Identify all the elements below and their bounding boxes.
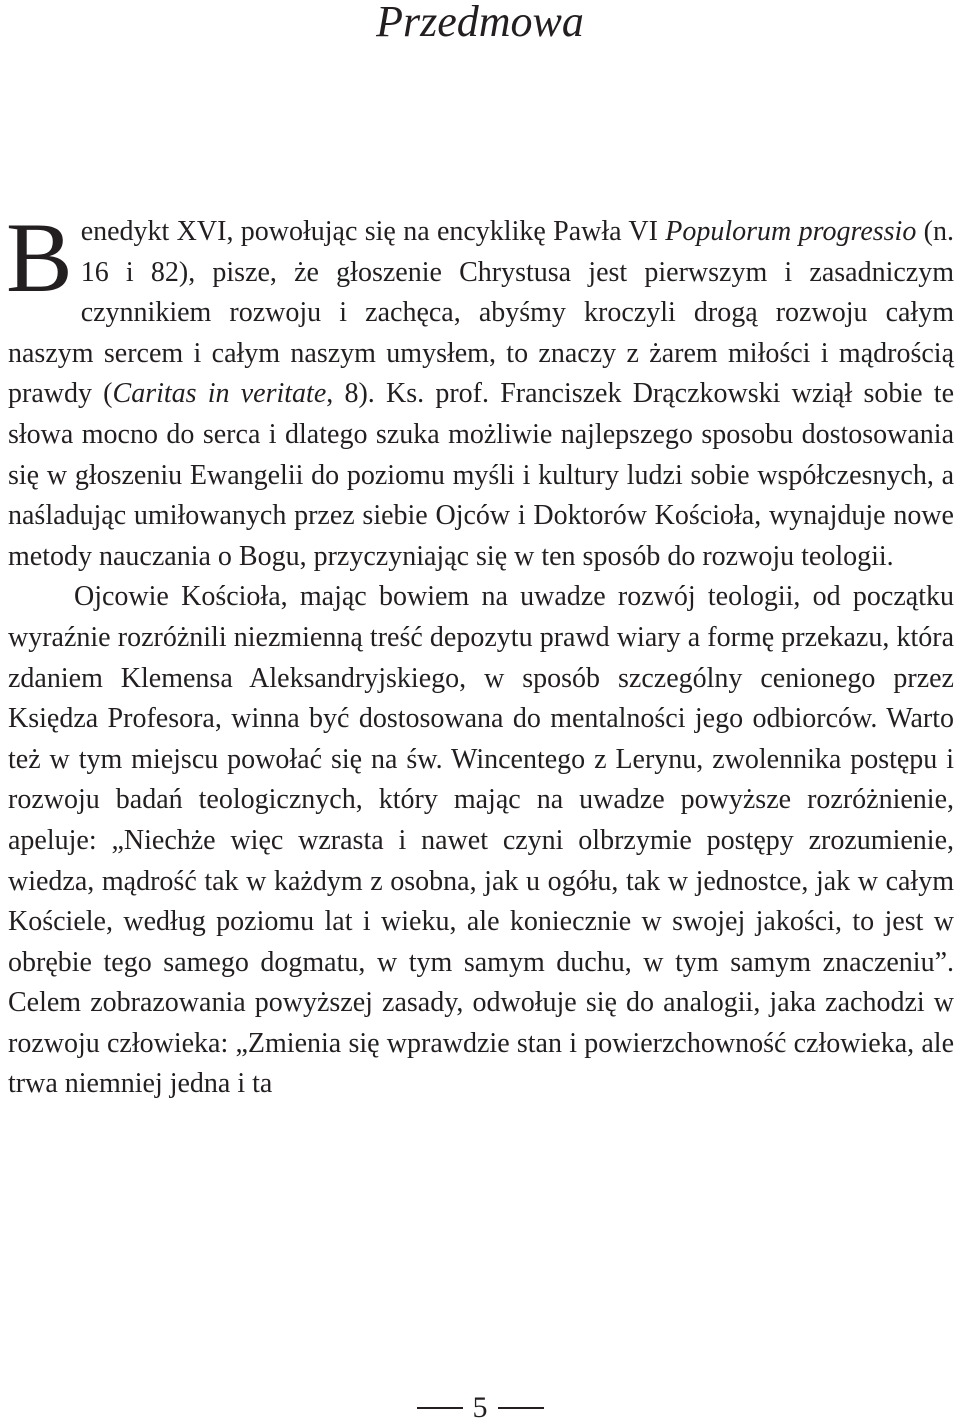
footer-dash-right <box>498 1407 544 1409</box>
paragraph-1 <box>6 202 955 577</box>
paragraph-1-text-b: (n. 16 i 82), pisze, że głoszenie Chrystusa jest pierwszym i zasadniczym czynnikiem rozwoju i zachęca, abyśmy kroczyli drogą rozwoju całym naszym sercem i całym naszym umysłem, to znaczy z żarem miłości i mądrością prawdy ( <box>8 216 955 410</box>
body-text <box>6 202 955 1105</box>
drop-cap: B <box>6 202 73 313</box>
page-footer <box>0 1388 960 1426</box>
paragraph-1-text-c: , 8). Ks. prof. Franciszek Drączkowski wziął sobie te słowa mocno do serca i dlatego szuka możliwie najlepszego sposobu dostosowania się w głoszeniu Ewangelii do poziomu myśli i kultury ludzi sobie współczesnych, a naśladując umiłowanych przez siebie Ojców i Doktorów Kościoła, wynajduje nowe metody nauczania o Bogu, przyczyniając się w ten sposób do rozwoju teologii. <box>8 378 955 572</box>
paragraph-1-text-a: enedykt XVI, powołując się na encyklikę Pawła VI <box>80 216 666 247</box>
page-number: 5 <box>472 1391 488 1425</box>
paragraph-1-title-caritas-in-veritate: Caritas in veritate <box>112 378 327 410</box>
page-title: Przedmowa <box>376 0 584 46</box>
paragraph-1-title-populorum-progressio: Populorum progressio <box>665 216 917 247</box>
footer-dash-left <box>417 1407 463 1409</box>
paragraph-2: Ojcowie Kościoła, mając bowiem na uwadze rozwój teologii, od początku wyraźnie rozróżnili niezmienną treść depozytu prawd wiary a formę przekazu, która zdaniem Klemensa Aleksandryjskiego, w sposób szczególny cenionego przez Księdza Profesora, winna być dostosowana do mentalności jego odbiorców. Warto też w tym miejscu powołać się na św. Wincentego z Lerynu, zwolennika postępu i rozwoju badań teologicznych, który mając na uwadze powyższe rozróżnienie, apeluje: „Niechże więc wzrasta i nawet czyni olbrzymie postępy zrozumienie, wiedza, mądrość tak w każdym z osobna, jak u ogółu, tak w jednostce, jak w całym Kościele, według poziomu lat i wieku, ale koniecznie w swojej jakości, to jest w obrębie tego samego dogmatu, w tym samym duchu, w tym samym znaczeniu”. Celem zobrazowania powyższej zasady, odwołuje się do analogii, jaka zachodzi w rozwoju człowieka: „Zmienia się wprawdzie stan i powierzchowność człowieka, ale trwa niemniej jedna i ta <box>8 581 954 1100</box>
